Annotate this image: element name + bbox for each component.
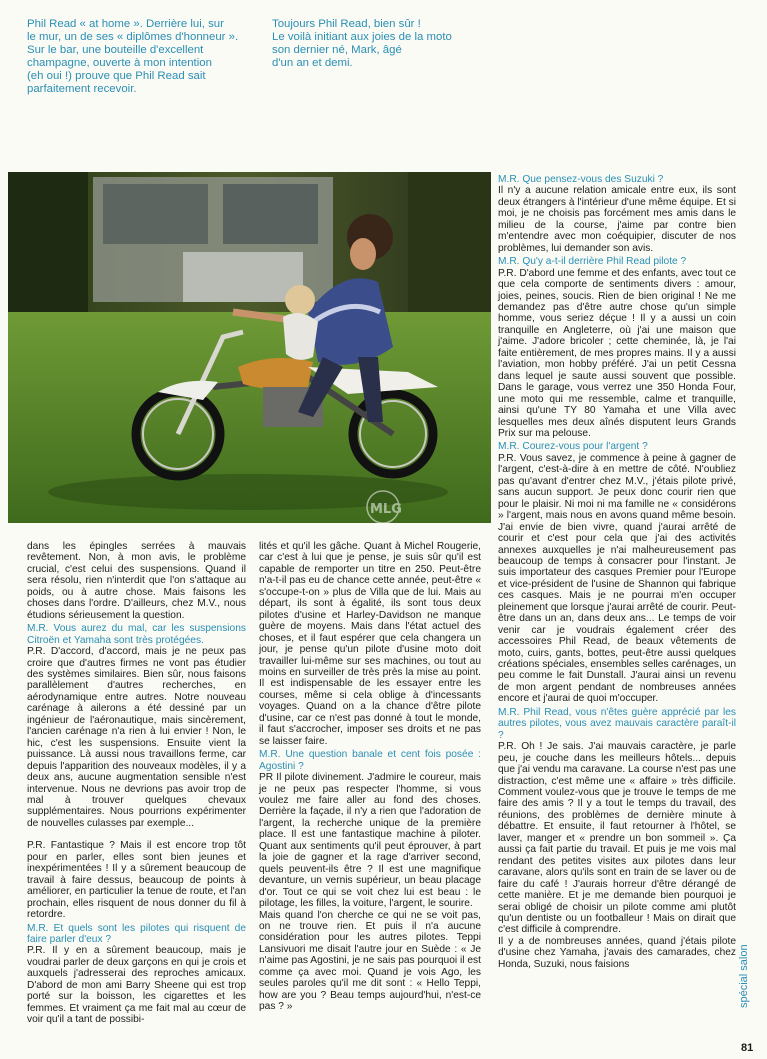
caption-text: Phil Read « at home ». Derrière lui, sur le mur, un de ses « diplômes d'honneur ». Sur le bar, une bouteille d'excellent champagne, ouverte à mon intention (eh oui !) prouve que Phil Read sait parfaitement recevoir. xyxy=(27,18,239,95)
interview-question: M.R. Phil Read, vous n'êtes guère apprécié par les autres pilotes, vous avez mauvais caractère paraît-il ? xyxy=(498,706,736,741)
caption-text: Toujours Phil Read, bien sûr ! Le voilà initiant aux joies de la moto son dernier né, Mark, âgé d'un an et demi. xyxy=(272,18,452,69)
photo-phil-read-motorcycle xyxy=(8,172,491,523)
paragraph: lités et qu'il les gâche. Quant à Michel Rougerie, car c'est à lui que je pense, je suis sûr qu'il est capable de remporter un titre en 250. Peut-être n'a-t-il pas eu de chance cette année, peut-être « s'occupe-t-on » plus de Villa que de lui. Mais au départ, ils sont à égalité, ils sont tous deux pilotes d'usine et Harley-Davidson ne manque guère de moyens. Mais dans l'état actuel des choses, et il faut espérer que cela changera un jour, je pense qu'un pilote d'usine moto doit travailler lui-même sur ses machines, ou tout au moins en surveiller de très près la mise au point. Il est indispensable de les essayer entre les courses, même si cela oblige à d'incessants voyages. Quand on a la chance d'être pilote d'usine, car ce n'est pas donné à tout le monde, il faut s'accrocher, imposer ses droits et ne pas se laisser faire. xyxy=(259,541,481,747)
paragraph: dans les épingles serrées à mauvais revêtement. Non, à mon avis, le problème crucial, c'est celui des suspensions. Quand il sera résolu, rien n'interdit que l'on s'attaque au poids, ou à autre chose. Mais faisons les choses dans l'ordre. D'ailleurs, chez M.V., nous étudions sérieusement la question. xyxy=(27,541,246,621)
photo-caption-right xyxy=(272,18,482,70)
article-column-2 xyxy=(259,541,481,1013)
interview-question: M.R. Courez-vous pour l'argent ? xyxy=(498,441,648,453)
paragraph: Mais quand l'on cherche ce qui ne se voit pas, on ne trouve rien. Et puis il n'a aucune considération pour les autres pilotes. Teppi Lansivuori me disait l'autre jour en Suède : « Je n'aime pas Agostini, je ne sais pas pourquoi il est comme ça avec moi. Quand je vois Ago, les seules paroles qu'il me dit sont : « Hello Teppi, how are you ? Beau temps aujourd'hui, n'est-ce pas ? » xyxy=(259,909,481,1013)
photo-caption-left xyxy=(27,18,257,96)
paragraph: P.R. D'abord une femme et des enfants, avec tout ce que cela comporte de sentiments divers : amour, joies, peines, soucis. Rien de bien original ! Ne me demandez pas d'être autre chose qu'un simple homme, vous seriez déçue ! Il y a aussi un coin tranquille en Angleterre, où j'ai une maison que j'aime. J'adore bricoler ; cette cheminée, là, je l'ai faite entièrement, de mes propres mains. Il y a aussi l'aviation, mon hobby préféré. J'ai un petit Cessna dans lequel je saute aussi souvent que possible. Dans le garage, vous verrez une 350 Honda Four, une moto qui me ressemble, calme et tranquille, ainsi qu'une TY 80 Yamaha et une Villa avec lesquelles mes deux aînés disputent leurs Grands Prix sur ma pelouse. xyxy=(498,267,736,439)
article-column-1 xyxy=(27,541,246,1026)
article-column-3 xyxy=(498,172,736,970)
interview-question: M.R. Une question banale et cent fois posée : Agostini ? xyxy=(259,749,481,772)
paragraph: P.R. Il y en a sûrement beaucoup, mais je voudrai parler de deux garçons en qui je crois et auxquels j'adresserai des reproches amicaux. D'abord de mon ami Barry Sheene qui est trop porté sur la boisson, les cigarettes et les femmes. Et vraiment ça me fait mal au cœur de voir qu'il a tant de possibi- xyxy=(27,945,246,1026)
section-label: spécial salon xyxy=(738,944,750,1008)
interview-question: M.R. Qu'y a-t-il derrière Phil Read pilote ? xyxy=(498,256,687,268)
paragraph: P.R. Oh ! Je sais. J'ai mauvais caractère, je parle peu, je couche dans les meilleurs hôtels... depuis que j'ai vendu ma caravane. La course n'est pas une distraction, c'est même une « affaire » très difficile. Comment voulez-vous que je trouve le temps de me faire des amis ? Il y a tout le temps du travail, des réunions, des problèmes de dernière minute à débattre. Et ensuite, il faut retourner à l'hôtel, se laver, manger et « prendre un bon sommeil ». Ça aussi ça fait partie du travail. Et puis je me vois mal rendant des petites visites aux pilotes dans leur caravane, alors qu'ils sont en train de se laver ou de faire du café ! J'aurais horreur d'être dérangé de cette manière. Et je me demande bien pourquoi je serai obligé de choisir un pilote comme ami plutôt qu'un dentiste ou un footballeur ! Mais on dirait que c'est difficile à comprendre. xyxy=(498,741,736,936)
svg-text:MLG: MLG xyxy=(370,502,402,517)
paragraph: Il n'y a aucune relation amicale entre eux, ils sont deux étrangers à l'intérieur d'une même équipe. Et si moi, je ne choisis pas forcément mes amis dans le milieu de la course, j'aime par contre bien m'entendre avec mon coéquipier, discuter de nos problèmes, lui demander son avis. xyxy=(498,185,736,254)
photo-illustration xyxy=(8,172,491,523)
paragraph: PR Il pilote divinement. J'admire le coureur, mais je ne peux pas respecter l'homme, si vous voulez me faire aller au fond des choses. Derrière la façade, il n'y a rien que l'adoration de l'argent, la recherche unique de la première place. Il est une fantastique machine à piloter. Quant aux sentiments qu'il peut éprouver, à part la joie de gagner et la rage d'arriver second, quels peuvent-ils être ? Il est une magnifique devanture, un vernis supérieur, un beau placage d'or. Tout ce qui se voit chez lui est beau : le pilotage, les filles, la voiture, l'argent, le sourire. xyxy=(259,772,481,910)
interview-question: M.R. Vous aurez du mal, car les suspensions Citroën et Yamaha sont très protégées. xyxy=(27,623,246,646)
interview-question: M.R. Que pensez-vous des Suzuki ? xyxy=(498,174,664,185)
page-number: 81 xyxy=(741,1042,754,1054)
paragraph: P.R. D'accord, d'accord, mais je ne peux pas croire que d'autres firmes ne vont pas étudier des systèmes similaires. Bien sûr, nous faisons parallèlement d'autres recherches, en aérodynamique entre autres. Notre nouveau carénage à ailerons a été dessiné par un ingénieur de l'aéronautique, mais sincèrement, l'ancien carénage n'a rien à lui envier ! Non, le hic, c'est les suspensions. Ensuite vient la puissance. Là aussi nous travaillons ferme, car depuis l'apparition des nouveaux modèles, il y a deux ans, aucune augmentation sensible n'est intervenue. Nous ne devrions pas avoir trop de mal à trouver quelques chevaux supplémentaires. Nous pourrions expérimenter de nouvelles culasses par exemple... xyxy=(27,646,246,829)
paragraph: P.R. Vous savez, je commence à peine à gagner de l'argent, c'est-à-dire à en mettre de côté. N'oubliez pas qu'avant d'entrer chez M.V., j'étais pilote privé, sans aucun support. Je peux donc courir rien que pour le plaisir. Ni moi ni ma famille ne « considérons » l'argent, mais nous en avons quand même besoin. J'ai envie de bien vivre, quand j'aurai arrêté de courir et c'est pour cela que j'ai des activités annexes auxquelles je n'ai malheureusement pas beaucoup de temps à consacrer pour l'instant. Je suis importateur des casques Premier pour l'Europe et vice-président de l'usine de Shannon qui fabrique ces casques. Mais je ne pourrai m'en occuper pleinement que lorsque j'aurai arrêté de courir. Peut-être dans un an, dans deux ans... Le temps de voir venir car je voudrais également créer des accessoires Phil Read, de beaux vêtements de moto, cuirs, gants, bottes, peut-être aussi quelques créations spéciales, ensembles selles carénages, un peu comme le fait Dunstall. J'aurai ainsi un revenu de mon argent pendant de nombreuses années encore et j'aurai de quoi m'occuper. xyxy=(498,452,736,705)
paragraph: Il y a de nombreuses années, quand j'étais pilote d'usine chez Yamaha, j'avais des camarades, chez Honda, Suzuki, nous faisions xyxy=(498,935,736,970)
paragraph: P.R. Fantastique ? Mais il est encore trop tôt pour en parler, elles sont bien jeunes et inexpérimentées ! Il y a sûrement beaucoup de travail à faire dessus, beaucoup de points à améliorer, en particulier la tenue de route, et l'an prochain, elles risquent de nous donner du fil à retordre. xyxy=(27,840,246,921)
interview-question: M.R. Et quels sont les pilotes qui risquent de faire parler d'eux ? xyxy=(27,922,246,945)
